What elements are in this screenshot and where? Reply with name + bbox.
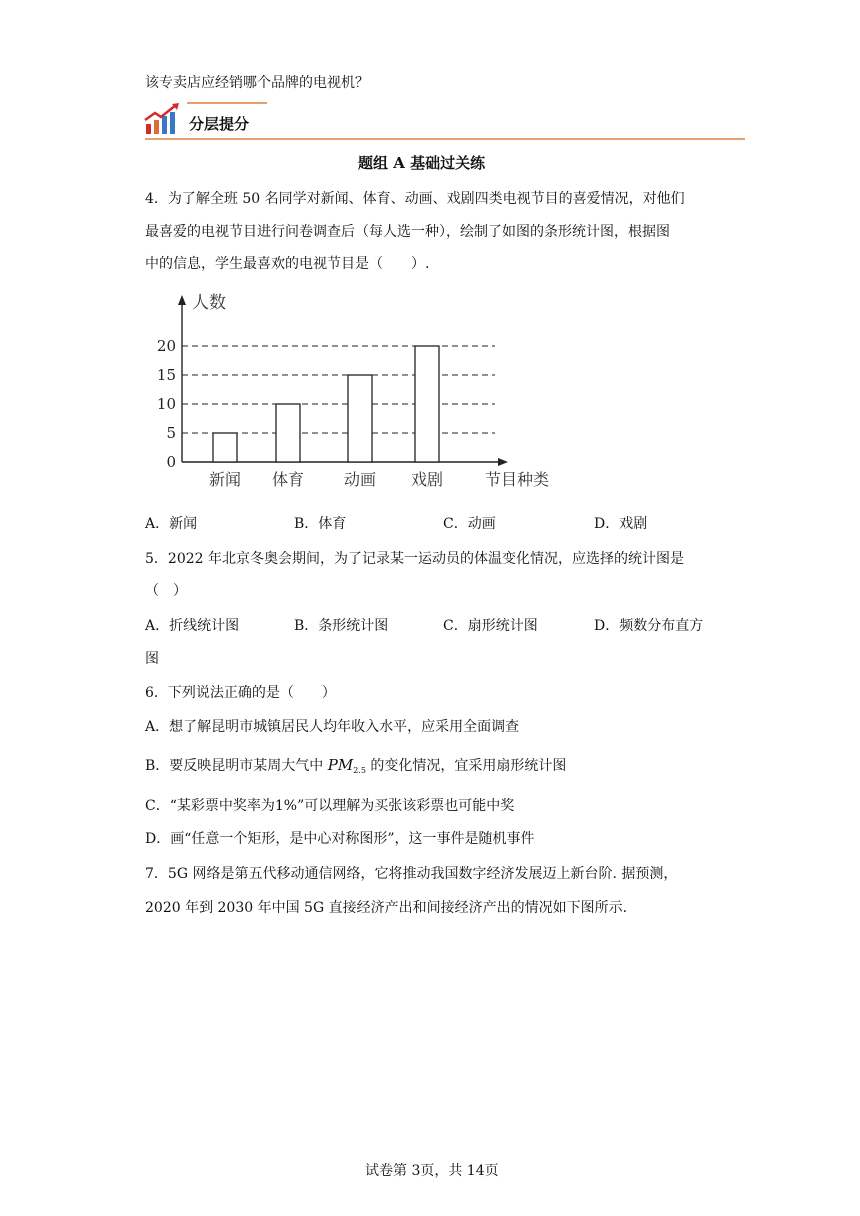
q4-option-a: A．新闻 bbox=[145, 516, 198, 532]
bar-新闻 bbox=[213, 433, 237, 462]
x-tick-label: 戏剧 bbox=[410, 470, 444, 489]
q6-pm-subscript: 2.5 bbox=[353, 766, 366, 775]
q4-option-d: D．戏剧 bbox=[594, 516, 648, 532]
q5-stem-line2: （ ） bbox=[145, 583, 187, 599]
header-short-rule bbox=[187, 102, 267, 104]
q4-stem-line1: 4．为了解全班 50 名同学对新闻、体育、动画、戏剧四类电视节目的喜爱情况，对他们 bbox=[145, 191, 685, 207]
q7-stem-line1: 7．5G 网络是第五代移动通信网络，它将推动我国数字经济发展迈上新台阶. 据预测， bbox=[145, 866, 678, 882]
y-axis-title: 人数 bbox=[192, 293, 226, 313]
bar-动画 bbox=[348, 375, 372, 462]
x-axis-arrow bbox=[498, 458, 508, 466]
y-tick-label: 20 bbox=[156, 337, 176, 355]
q5-option-d: D．频数分布直方 bbox=[594, 618, 704, 634]
x-tick-label: 动画 bbox=[343, 470, 377, 489]
bar-戏剧 bbox=[415, 346, 439, 462]
y-axis-arrow bbox=[178, 295, 186, 305]
bar-体育 bbox=[276, 404, 300, 462]
q5-option-b: B．条形统计图 bbox=[294, 618, 389, 634]
q6-pm-symbol: PM bbox=[327, 756, 354, 774]
q5-option-c: C．扇形统计图 bbox=[443, 618, 538, 634]
header-rule bbox=[145, 138, 745, 140]
intro-question: 该专卖店应经销哪个品牌的电视机？ bbox=[145, 75, 369, 91]
group-title: 题组 A 基础过关练 bbox=[358, 154, 486, 172]
y-tick-label: 0 bbox=[166, 453, 176, 471]
q6-option-d: D．画“任意一个矩形，是中心对称图形”，这一事件是随机事件 bbox=[145, 831, 535, 847]
q6-option-c: C．“某彩票中奖率为1%”可以理解为买张该彩票也可能中奖 bbox=[145, 798, 515, 814]
growth-chart-icon bbox=[143, 102, 181, 136]
x-tick-label: 体育 bbox=[271, 470, 305, 489]
y-tick-label: 5 bbox=[166, 424, 176, 442]
section-title: 分层提分 bbox=[189, 115, 250, 133]
q6-option-a: A．想了解昆明市城镇居民人均年收入水平，应采用全面调查 bbox=[145, 719, 520, 735]
page-footer: 试卷第 3页，共 14页 bbox=[365, 1163, 499, 1179]
x-axis-title: 节目种类 bbox=[485, 470, 550, 489]
bar-chart bbox=[150, 285, 570, 495]
q7-stem-line2: 2020 年到 2030 年中国 5G 直接经济产出和间接经济产出的情况如下图所示. bbox=[145, 900, 628, 916]
y-tick-label: 10 bbox=[156, 395, 176, 413]
q6-option-b bbox=[145, 755, 566, 775]
q5-option-a: A．折线统计图 bbox=[145, 618, 240, 634]
q5-option-d-wrap: 图 bbox=[145, 651, 159, 667]
q4-option-c: C．动画 bbox=[443, 516, 496, 532]
q4-stem-line3: 中的信息，学生最喜欢的电视节目是（ ）. bbox=[145, 256, 430, 272]
q4-stem-line2: 最喜爱的电视节目进行问卷调查后（每人选一种），绘制了如图的条形统计图，根据图 bbox=[145, 224, 670, 240]
q6-option-b-pre: B．要反映昆明市某周大气中 bbox=[145, 758, 328, 774]
x-tick-label: 新闻 bbox=[208, 470, 242, 489]
y-tick-label: 15 bbox=[156, 366, 176, 384]
q5-stem-line1: 5．2022 年北京冬奥会期间，为了记录某一运动员的体温变化情况，应选择的统计图是 bbox=[145, 551, 684, 567]
q6-option-b-post: 的变化情况，宜采用扇形统计图 bbox=[365, 758, 567, 774]
q4-option-b: B．体育 bbox=[294, 516, 347, 532]
q6-stem: 6．下列说法正确的是（ ） bbox=[145, 685, 336, 701]
